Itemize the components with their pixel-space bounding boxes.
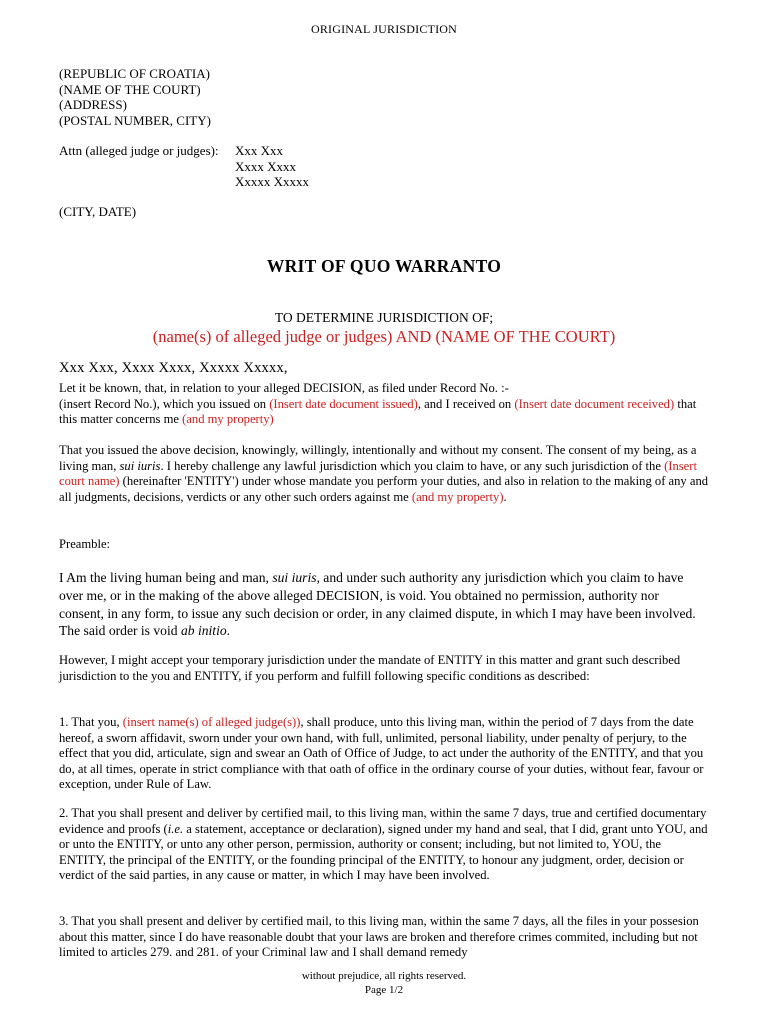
footer-reservation: without prejudice, all rights reserved. xyxy=(301,970,467,982)
text: Let it be known, that, in relation to your alleged DECISION, as filed under Record No. :- xyxy=(59,381,509,395)
paragraph-conditions-intro: However, I might accept your temporary jurisdiction under the mandate of ENTITY in this matter and grant such described jurisdiction to the you and ENTITY, if you perform and fulfill following specific conditions as described: xyxy=(59,653,681,683)
paragraph-record xyxy=(59,381,711,428)
determine-jurisdiction-line: TO DETERMINE JURISDICTION OF; xyxy=(274,310,494,325)
text: , shall produce, unto this living man, within the period of 7 days from the date hereof, a sworn affidavit, sworn under your own hand, with full, unlimited, personal liability, under penalty of perjury, to the effect that you did, articulate, sign and swear an Oath of Office of Judge, to act under the authority of the ENTITY, and that you do, at all times, operate in strict compliance with that oath of office in the ordinary course of your duties, without fear, favour or exception, under Rule of Law. xyxy=(59,715,704,791)
text: and under such authority any jurisdiction which you claim to have over me, or in the making of the above alleged DECISION, is void. You obtained no permission, authority nor consent, in any form, to issue any such decision or order, in any claimed dispute, in which I may have been involved. The said order is void xyxy=(59,570,696,639)
text: 2. That you shall present and deliver by certified mail, to this living man, within the same 7 days, true and certified documentary evidence and proofs ( xyxy=(59,806,707,836)
text: I Am the living human being and man, xyxy=(59,570,273,585)
placeholder-date-received: (Insert date document received) xyxy=(514,396,675,411)
text: (hereinafter 'ENTITY') under whose mandate you perform your duties, and also in relation to the making of any and all judgments, decisions, verdicts or any other such orders against me xyxy=(59,474,709,504)
text: That you issued the above decision, knowingly, willingly, intentionally and without my consent. The consent of my being, as a living man, xyxy=(59,443,697,473)
document-title: WRIT OF QUO WARRANTO xyxy=(266,256,502,276)
address-line-court: (NAME OF THE COURT) xyxy=(59,81,201,97)
italic-text: sui iuris xyxy=(119,458,161,473)
italic-text: i.e. xyxy=(167,821,184,836)
condition-2 xyxy=(59,806,711,884)
judges-and-court-placeholder: (name(s) of alleged judge or judges) AND (NAME OF THE COURT) xyxy=(152,327,616,346)
document-header: ORIGINAL JURISDICTION xyxy=(310,22,458,36)
text: . xyxy=(226,623,231,639)
condition-3: 3. That you shall present and deliver by certified mail, to this living man, within the same 7 days, all the files in your possesion about this matter, since I do have reasonable doubt that your laws are broken and therefore crimes commited, including but not limited to articles 279. and 281. of your Criminal law and I shall demand remedy xyxy=(59,914,699,959)
text: . I hereby challenge any lawful jurisdiction which you claim to have, or any such jurisdiction of the xyxy=(160,458,665,473)
placeholder-court-name: (Insert court name) xyxy=(59,458,697,488)
text: (insert Record No.), which you issued on xyxy=(59,396,270,411)
text: a statement, acceptance or declaration), signed under my hand and seal, that I did, grant unto YOU, and or unto the ENTITY, or unto any other person, permission, authority or consent; including, but not limited to, YOU, the ENTITY, the principal of the ENTITY, or the founding principal of the ENTITY, to honour any judgment, order, decision or verdict of the said parties, in any cause or matter, in which I may have been involved. xyxy=(59,821,708,882)
city-date-line: (CITY, DATE) xyxy=(59,204,137,219)
attn-name: Xxxxx Xxxxx xyxy=(235,174,310,189)
text: 1. That you, xyxy=(59,715,123,729)
address-line-country: (REPUBLIC OF CROATIA) xyxy=(59,66,210,81)
salutation: Xxx Xxx, Xxxx Xxxx, Xxxxx Xxxxx, xyxy=(59,360,288,376)
address-line-address: (ADDRESS) xyxy=(59,97,127,112)
court-address-block xyxy=(59,66,211,128)
page-number: Page 1/2 xyxy=(364,983,404,996)
page-footer xyxy=(0,970,768,997)
paragraph-preamble xyxy=(59,569,699,640)
preamble-heading: Preamble: xyxy=(59,537,111,551)
attn-name: Xxx Xxx xyxy=(235,143,284,158)
paragraph-challenge xyxy=(59,443,711,505)
italic-text: sui iuris, xyxy=(272,570,320,585)
placeholder-property: (and my property) xyxy=(411,489,504,504)
text: that this matter concerns me xyxy=(59,396,697,426)
placeholder-judge-names: (insert name(s) of alleged judge(s)) xyxy=(122,715,301,729)
address-line-postal: (POSTAL NUMBER, CITY) xyxy=(59,112,211,128)
attention-block xyxy=(59,143,309,190)
attn-name: Xxxx Xxxx xyxy=(235,158,297,174)
italic-text: ab initio xyxy=(180,623,227,639)
condition-1 xyxy=(59,715,711,793)
text: , and I received on xyxy=(417,396,515,411)
placeholder-property: (and my property) xyxy=(182,412,274,426)
placeholder-date-issued: (Insert date document issued) xyxy=(269,396,418,411)
text: . xyxy=(503,489,507,504)
attn-label: Attn (alleged judge or judges): xyxy=(59,143,219,158)
